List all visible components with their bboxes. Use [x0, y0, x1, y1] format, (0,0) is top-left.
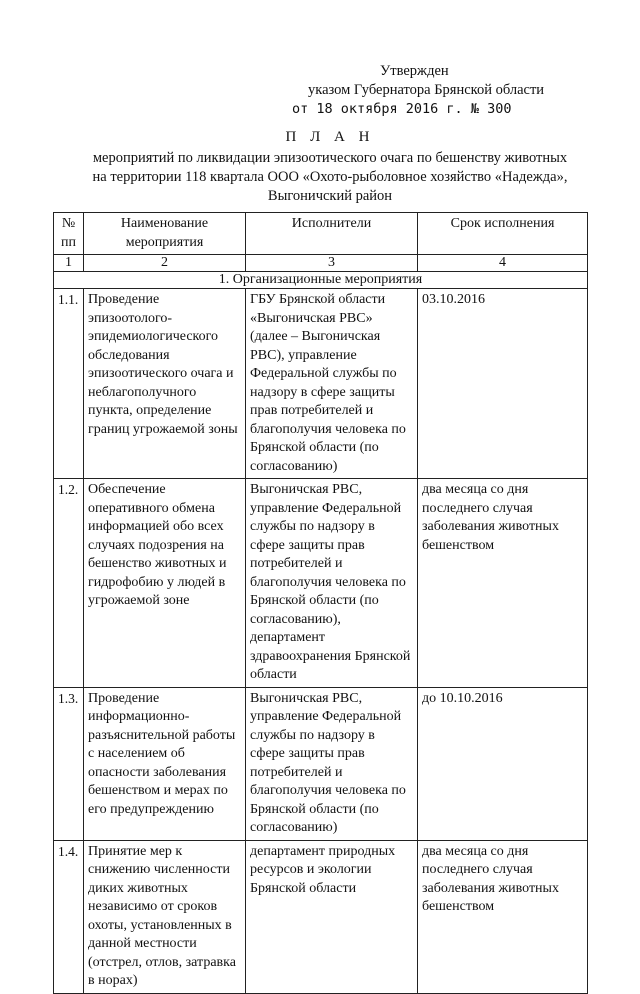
row-name: Обеспечение оперативного обмена информацией обо всех случаях подозрения на бешенство животных и гидрофобию у людей в угрожаемой зоне [84, 479, 246, 688]
header-num: № пп [54, 213, 84, 255]
column-number-row [54, 255, 588, 272]
row-name: Принятие мер к снижению численности диких животных независимо от сроков охоты, установленных в данной местности (отстрел, отлов, затравка в норах) [84, 840, 246, 993]
header-executors: Исполнители [246, 213, 418, 255]
section-row [54, 272, 588, 289]
title-line-2: на территории 118 квартала ООО «Охото-рыболовное хозяйство «Надежда», [92, 169, 568, 185]
plan-heading: П Л А Н [285, 129, 375, 145]
table-row [54, 840, 588, 993]
column-number-3: 3 [246, 255, 418, 272]
approval-line-decree: указом Губернатора Брянской области [308, 82, 545, 98]
approval-line-approved: Утвержден [380, 63, 449, 79]
title-line-1: мероприятий по ликвидации эпизоотического очага по бешенству животных [92, 150, 568, 166]
row-name: Проведение информационно-разъяснительной работы с населением об опасности заболевания бешенством и мерах по его предупреждению [84, 687, 246, 840]
header-name: Наименование мероприятия [84, 213, 246, 255]
approval-block [292, 62, 592, 119]
column-number-1: 1 [54, 255, 84, 272]
row-num: 1.1. [54, 289, 84, 479]
row-executors: департамент природных ресурсов и экологии Брянской области [246, 840, 418, 993]
row-name: Проведение эпизоотолого-эпидемиологического обследования эпизоотического очага и неблагополучного пункта, определение границ угрожаемой зоны [84, 289, 246, 479]
column-number-4: 4 [418, 255, 588, 272]
measures-table [53, 212, 588, 994]
column-number-2: 2 [84, 255, 246, 272]
section-title: 1. Организационные мероприятия [54, 272, 588, 289]
table-row [54, 687, 588, 840]
table-row [54, 289, 588, 479]
row-term: 03.10.2016 [418, 289, 588, 479]
table-row [54, 479, 588, 688]
row-num: 1.3. [54, 687, 84, 840]
approval-line-date-number: от 18 октября 2016 г. № 300 [292, 101, 512, 117]
row-executors: ГБУ Брянской области «Выгоничская РВС» (далее – Выгоничская РВС), управление Федеральной службы по надзору в сфере защиты прав потребителей и благополучия человека по Брянской области (по согласованию) [246, 289, 418, 479]
table-header-row [54, 213, 588, 255]
row-executors: Выгоничская РВС, управление Федеральной службы по надзору в сфере защиты прав потребителей и благополучия человека по Брянской области (по согласованию), департамент здравоохранения Брянской области [246, 479, 418, 688]
row-term: до 10.10.2016 [418, 687, 588, 840]
header-term: Срок исполнения [418, 213, 588, 255]
row-num: 1.4. [54, 840, 84, 993]
title-line-3: Выгоничский район [267, 188, 393, 204]
row-num: 1.2. [54, 479, 84, 688]
row-term: два месяца со дня последнего случая заболевания животных бешенством [418, 479, 588, 688]
row-executors: Выгоничская РВС, управление Федеральной службы по надзору в сфере защиты прав потребителей и благополучия человека по Брянской области (по согласованию) [246, 687, 418, 840]
document-title [60, 128, 600, 206]
row-term: два месяца со дня последнего случая заболевания животных бешенством [418, 840, 588, 993]
